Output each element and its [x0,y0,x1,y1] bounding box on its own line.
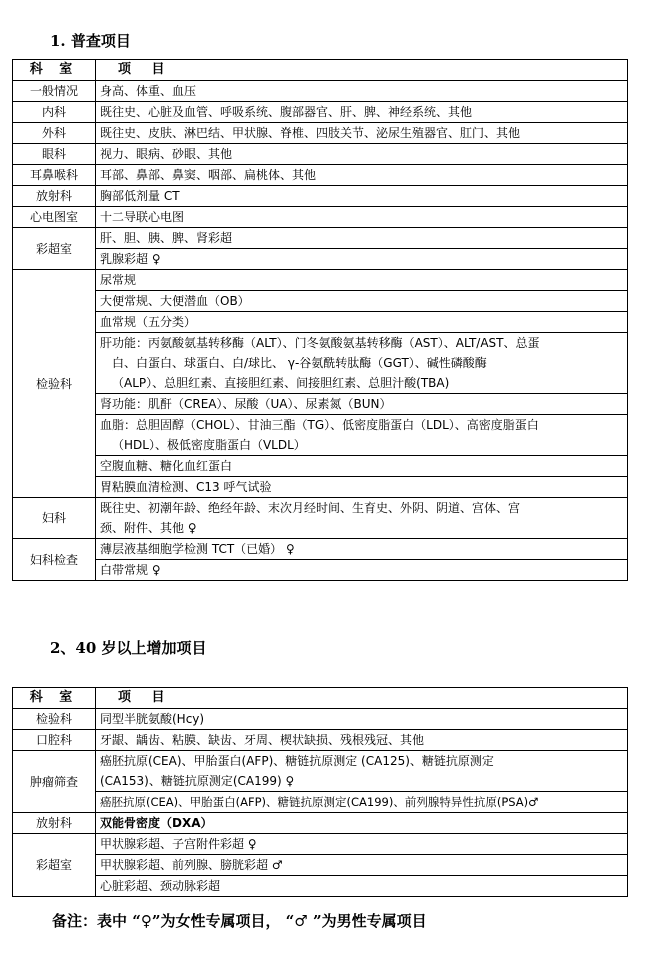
item-cell: 空腹血糖、糖化血红蛋白 [96,456,628,477]
dept-cell: 肿瘤筛查 [13,751,96,813]
item-line: 白、白蛋白、球蛋白、白/球比、 γ-谷氨酰转肽酶（GGT）、碱性磷酸酶 [112,356,487,370]
item-line: 颈、附件、其他 ♀ [100,521,197,535]
table-row [13,291,628,312]
table-row [13,751,628,792]
item-cell: 同型半胱氨酸(Hcy) [96,709,628,730]
dept-cell: 眼科 [13,144,96,165]
table-row [13,123,628,144]
general-exam-table [12,59,628,581]
item-cell: 肝、胆、胰、脾、肾彩超 [96,228,628,249]
item-cell: 癌胚抗原(CEA)、甲胎蛋白(AFP)、糖链抗原测定(CA199)、前列腺特异性抗原(PSA)♂ [96,792,628,813]
item-line: 既往史、初潮年龄、绝经年龄、末次月经时间、生育史、外阴、阴道、宫体、宫 [100,501,521,515]
item-cell: 既往史、皮肤、淋巴结、甲状腺、脊椎、四肢关节、泌尿生殖器官、肛门、其他 [96,123,628,144]
table-row [13,81,628,102]
dept-cell: 检验科 [13,270,96,498]
section-title-general: 1. 普查项目 [50,32,131,50]
table-row [13,834,628,855]
header-dept: 科 室 [13,60,96,81]
table-row [13,186,628,207]
table-row [13,333,628,394]
item-cell: 既往史、心脏及血管、呼吸系统、腹部器官、肝、脾、神经系统、其他 [96,102,628,123]
table-row [13,855,628,876]
table-row [13,102,628,123]
table-row [13,249,628,270]
table-row [13,792,628,813]
dept-cell: 彩超室 [13,228,96,270]
table-row [13,207,628,228]
item-cell: 胸部低剂量 CT [96,186,628,207]
header-item: 项 目 [96,60,628,81]
item-line: （HDL）、极低密度脂蛋白（VLDL） [112,438,306,452]
item-cell: 胃粘膜血清检测、C13 呼气试验 [96,477,628,498]
item-line: 癌胚抗原(CEA)、甲胎蛋白(AFP)、糖链抗原测定 (CA125)、糖链抗原测定 [100,754,494,768]
dept-cell: 口腔科 [13,730,96,751]
item-line: (CA153)、糖链抗原测定(CA199) ♀ [100,774,295,788]
dept-cell: 内科 [13,102,96,123]
dept-cell: 放射科 [13,813,96,834]
item-cell: 甲状腺彩超、前列腺、膀胱彩超 ♂ [96,855,628,876]
table-row [13,270,628,291]
item-line: 肝功能：丙氨酸氨基转移酶（ALT）、门冬氨酸氨基转移酶（AST）、ALT/AST、总蛋 [100,336,540,350]
table-row [13,415,628,456]
item-cell [96,415,628,456]
item-cell: 大便常规、大便潜血（OB） [96,291,628,312]
table-row [13,394,628,415]
item-cell: 牙龈、龋齿、粘膜、缺齿、牙周、楔状缺损、残根残冠、其他 [96,730,628,751]
item-cell: 肾功能：肌酐（CREA）、尿酸（UA）、尿素氮（BUN） [96,394,628,415]
item-cell: 甲状腺彩超、子宫附件彩超 ♀ [96,834,628,855]
item-cell [96,498,628,539]
table-header-row [13,688,628,709]
dept-cell: 妇科 [13,498,96,539]
table-row [13,876,628,897]
table-row [13,228,628,249]
table-row [13,456,628,477]
dept-cell: 外科 [13,123,96,144]
table-header-row [13,60,628,81]
item-cell: 血常规（五分类） [96,312,628,333]
table-row [13,730,628,751]
item-cell: 尿常规 [96,270,628,291]
dept-cell: 妇科检查 [13,539,96,581]
item-line: （ALP）、总胆红素、直接胆红素、间接胆红素、总胆汁酸(TBA) [112,376,450,390]
table-row [13,144,628,165]
dept-cell: 耳鼻喉科 [13,165,96,186]
dept-cell: 一般情况 [13,81,96,102]
table-row [13,498,628,539]
table-row [13,539,628,560]
table-row [13,560,628,581]
table-row [13,165,628,186]
dept-cell: 彩超室 [13,834,96,897]
item-cell: 白带常规 ♀ [96,560,628,581]
table-row [13,477,628,498]
over-40-exam-table [12,687,628,897]
item-cell: 乳腺彩超 ♀ [96,249,628,270]
table-row [13,709,628,730]
item-cell: 双能骨密度（DXA） [96,813,628,834]
item-cell: 视力、眼病、砂眼、其他 [96,144,628,165]
item-cell [96,333,628,394]
table-row [13,312,628,333]
item-cell: 身高、体重、血压 [96,81,628,102]
header-item: 项 目 [96,688,628,709]
dept-cell: 检验科 [13,709,96,730]
item-cell: 薄层液基细胞学检测 TCT（已婚） ♀ [96,539,628,560]
section-title-over-40: 2、40 岁以上增加项目 [50,639,207,657]
item-line: 血脂：总胆固醇（CHOL）、甘油三酯（TG）、低密度脂蛋白（LDL）、高密度脂蛋白 [100,418,539,432]
item-cell [96,751,628,792]
item-cell: 十二导联心电图 [96,207,628,228]
footnote: 备注：表中 “♀”为女性专属项目， “♂ ”为男性专属项目 [52,912,427,930]
header-dept: 科 室 [13,688,96,709]
item-cell: 耳部、鼻部、鼻窦、咽部、扁桃体、其他 [96,165,628,186]
dept-cell: 心电图室 [13,207,96,228]
item-cell: 心脏彩超、颈动脉彩超 [96,876,628,897]
dept-cell: 放射科 [13,186,96,207]
table-row [13,813,628,834]
